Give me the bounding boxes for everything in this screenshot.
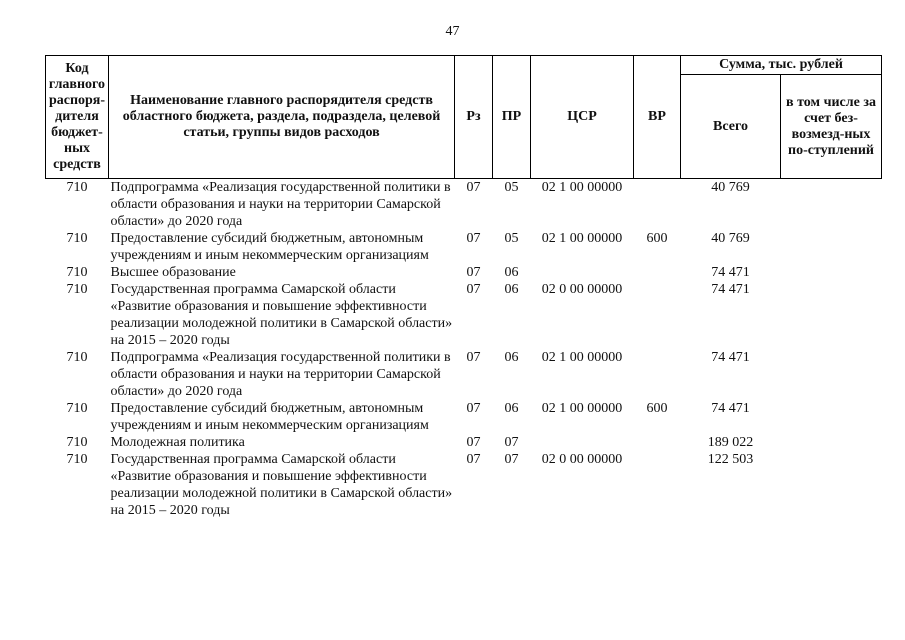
row-vr	[634, 451, 681, 519]
row-pr: 05	[504, 231, 519, 246]
row-code: 710	[66, 350, 88, 365]
row-grant	[781, 179, 882, 231]
budget-table	[45, 55, 882, 519]
row-name: Высшее образование	[110, 265, 236, 280]
row-vr	[634, 264, 681, 281]
header-pr: ПР	[493, 56, 531, 179]
header-total: Всего	[681, 75, 781, 179]
row-vr: 600	[646, 231, 668, 246]
header-code: Код главного распоря-дителя бюджет-ных средств	[46, 56, 109, 179]
row-vr	[634, 179, 681, 231]
table-row	[46, 230, 882, 264]
row-rz: 07	[466, 350, 481, 365]
row-total: 40 769	[711, 231, 750, 246]
row-csr	[531, 434, 634, 451]
row-pr: 07	[504, 435, 519, 450]
row-code: 710	[66, 435, 88, 450]
row-pr: 06	[504, 265, 519, 280]
header-rz: Рз	[455, 56, 493, 179]
row-rz: 07	[466, 231, 481, 246]
row-csr: 02 1 00 00000	[541, 231, 623, 246]
table-body	[46, 179, 882, 520]
row-pr: 07	[504, 452, 519, 467]
table-row	[46, 264, 882, 281]
table-row	[46, 451, 882, 519]
table-row	[46, 281, 882, 349]
table-row	[46, 349, 882, 400]
row-csr: 02 0 00 00000	[541, 452, 623, 467]
row-total: 40 769	[711, 180, 750, 195]
row-code: 710	[66, 180, 88, 195]
row-name: Государственная программа Самарской области «Развитие образования и повышение эффективности реализации молодежной политики в Самарской области» на 2015 – 2020 годы	[110, 282, 453, 348]
table-header	[46, 56, 882, 179]
row-total: 122 503	[707, 452, 754, 467]
row-csr: 02 1 00 00000	[541, 180, 623, 195]
row-grant	[781, 230, 882, 264]
row-csr: 02 1 00 00000	[541, 350, 623, 365]
row-grant	[781, 264, 882, 281]
row-total: 74 471	[711, 401, 750, 416]
row-rz: 07	[466, 435, 481, 450]
table-row	[46, 400, 882, 434]
row-pr: 06	[504, 282, 519, 297]
row-rz: 07	[466, 265, 481, 280]
row-code: 710	[66, 282, 88, 297]
header-csr: ЦСР	[531, 56, 634, 179]
row-code: 710	[66, 231, 88, 246]
row-grant	[781, 281, 882, 349]
row-vr	[634, 281, 681, 349]
table-row	[46, 434, 882, 451]
row-code: 710	[66, 265, 88, 280]
row-name: Подпрограмма «Реализация государственной политики в области образования и науки на территории Самарской области» до 2020 года	[110, 350, 451, 399]
row-total: 74 471	[711, 282, 750, 297]
row-csr	[531, 264, 634, 281]
row-csr: 02 1 00 00000	[541, 401, 623, 416]
row-rz: 07	[466, 282, 481, 297]
row-total: 74 471	[711, 350, 750, 365]
row-pr: 05	[504, 180, 519, 195]
row-name: Предоставление субсидий бюджетным, автономным учреждениям и иным некоммерческим организациям	[110, 231, 429, 263]
row-grant	[781, 400, 882, 434]
row-csr: 02 0 00 00000	[541, 282, 623, 297]
row-rz: 07	[466, 180, 481, 195]
row-code: 710	[66, 401, 88, 416]
row-total: 74 471	[711, 265, 750, 280]
row-grant	[781, 451, 882, 519]
row-name: Государственная программа Самарской области «Развитие образования и повышение эффективности реализации молодежной политики в Самарской области» на 2015 – 2020 годы	[110, 452, 453, 518]
row-name: Предоставление субсидий бюджетным, автономным учреждениям и иным некоммерческим организациям	[110, 401, 429, 433]
row-grant	[781, 349, 882, 400]
row-code: 710	[66, 452, 88, 467]
header-vr: ВР	[634, 56, 681, 179]
row-vr	[634, 349, 681, 400]
row-pr: 06	[504, 401, 519, 416]
table-row	[46, 179, 882, 231]
page-number: 47	[445, 24, 460, 39]
row-pr: 06	[504, 350, 519, 365]
row-rz: 07	[466, 401, 481, 416]
row-rz: 07	[466, 452, 481, 467]
header-sum: Сумма, тыс. рублей	[681, 56, 882, 75]
row-vr: 600	[646, 401, 668, 416]
row-total: 189 022	[707, 435, 754, 450]
header-name: Наименование главного распорядителя средств областного бюджета, раздела, подраздела, целевой статьи, группы видов расходов	[109, 56, 455, 179]
header-grant: в том числе за счет без-возмезд-ных по-ступлений	[781, 75, 882, 179]
row-name: Подпрограмма «Реализация государственной политики в области образования и науки на территории Самарской области» до 2020 года	[110, 180, 451, 229]
row-name: Молодежная политика	[110, 435, 245, 450]
row-vr	[634, 434, 681, 451]
row-grant	[781, 434, 882, 451]
